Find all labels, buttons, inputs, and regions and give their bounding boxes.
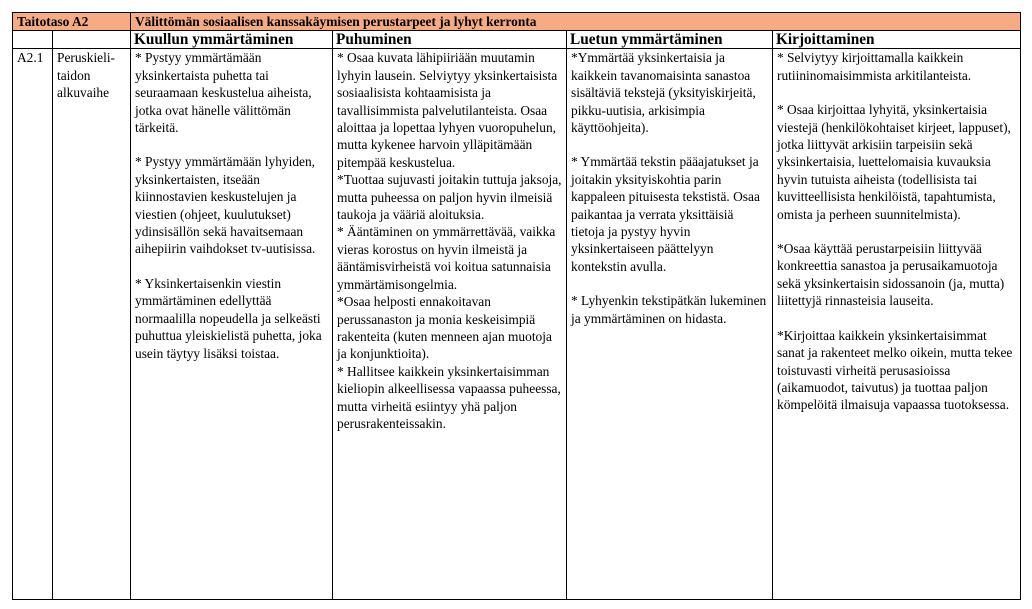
descriptor-paragraph: * Pystyy ymmärtämään lyhyiden, yksinkertaisten, itseään kiinnostavien keskustelujen ja viestien (ohjeet, kuulutukset) ydinsisällön sekä havaitsemaan aihepiirin vaihdokset tv-uutisissa. bbox=[135, 154, 316, 257]
skill-speaking-header: Puhuminen bbox=[333, 31, 567, 49]
writing-descriptor bbox=[773, 49, 1021, 600]
listening-descriptor bbox=[131, 49, 333, 600]
level-name-line: alkuvaihe bbox=[57, 85, 110, 101]
level-title: Taitotaso A2 bbox=[13, 13, 131, 31]
descriptor-paragraph: *Osaa käyttää perustarpeisiin liittyvää konkreettia sanastoa ja perusaikamuotoja sekä yksinkertaisin sidossanoin (ja, mutta) liitettyjä rinnasteisia lauseita. bbox=[777, 241, 1005, 309]
empty-cell bbox=[13, 31, 53, 49]
descriptor-paragraph: * Ymmärtää tekstin pääajatukset ja joitakin yksityiskohtia parin kappaleen pituisesta tekstistä. Osaa paikantaa ja verrata yksittäisiä tietoja ja pystyy hyvin yksinkertaiseen päättelyyn kontekstin avulla. bbox=[571, 154, 760, 274]
descriptor-paragraph: *Osaa helposti ennakoitavan perussanaston ja monia keskeisimpiä rakenteita (kuten menneen ajan muotoja ja konjunktioita). bbox=[337, 294, 552, 362]
empty-cell bbox=[53, 31, 131, 49]
proficiency-table bbox=[12, 12, 1021, 600]
descriptor-paragraph: * Osaa kirjoittaa lyhyitä, yksinkertaisia viestejä (henkilökohtaiset kirjeet, lappuset), jotka liittyvät arkisiin tarpeisiin sekä yksinkertaisia, luettelomaisia kuvauksia hyvin tutuista aiheista (todellisista tai kuvitteellisista henkilöistä, tapahtumista, omista ja perheen suunnitelmista). bbox=[777, 102, 1011, 222]
skills-header-row bbox=[13, 31, 1021, 49]
descriptor-paragraph: *Ymmärtää yksinkertaisia ja kaikkein tavanomaisinta sanastoa sisältäviä tekstejä (yksityiskirjeitä, pikku-uutisia, arkisimpia käyttöohjeita). bbox=[571, 50, 756, 136]
descriptor-paragraph: * Pystyy ymmärtämään yksinkertaista puhetta tai seuraamaan keskustelua aiheista, jotka ovat hänelle välittömän tärkeitä. bbox=[135, 50, 312, 136]
level-name-line: taidon bbox=[57, 67, 91, 83]
reading-descriptor bbox=[567, 49, 773, 600]
level-name bbox=[53, 49, 131, 600]
skill-listening-header: Kuullun ymmärtäminen bbox=[131, 31, 333, 49]
skill-writing-header: Kirjoittaminen bbox=[773, 31, 1021, 49]
descriptor-paragraph: * Osaa kuvata lähipiiriään muutamin lyhyin lausein. Selviytyy yksinkertaisista sosiaalisista kohtaamisista ja tavallisimmista palvelutilanteista. Osaa aloittaa ja lopettaa lyhyen vuoropuhelun, mutta kykenee harvoin ylläpitämään pitempää keskustelua. bbox=[337, 50, 558, 170]
descriptor-paragraph: *Tuottaa sujuvasti joitakin tuttuja jaksoja, mutta puheessa on paljon hyvin ilmeisiä taukoja ja vääriä aloituksia. bbox=[337, 172, 562, 223]
table-header-row bbox=[13, 13, 1021, 31]
category-title: Välittömän sosiaalisen kanssakäymisen perustarpeet ja lyhyt kerronta bbox=[131, 13, 1021, 31]
descriptor-paragraph: * Lyhyenkin tekstipätkän lukeminen ja ymmärtäminen on hidasta. bbox=[571, 293, 767, 326]
descriptor-paragraph: *Kirjoittaa kaikkein yksinkertaisimmat sanat ja rakenteet melko oikein, mutta tekee toistuvasti virheitä perusasioissa (aikamuodot, taivutus) ja tuottaa paljon kömpelöitä ilmaisuja vapaassa tuotoksessa. bbox=[777, 327, 1013, 413]
skill-reading-header: Luetun ymmärtäminen bbox=[567, 31, 773, 49]
speaking-descriptor bbox=[333, 49, 567, 600]
table-row bbox=[13, 49, 1021, 600]
level-name-line: Peruskieli- bbox=[57, 50, 116, 66]
descriptor-paragraph: * Yksinkertaisenkin viestin ymmärtäminen edellyttää normaalilla nopeudella ja selkeästi puhuttua yleiskielistä puhetta, joka usein täytyy lisäksi toistaa. bbox=[135, 275, 322, 361]
level-code: A2.1 bbox=[13, 49, 53, 600]
descriptor-paragraph: * Selviytyy kirjoittamalla kaikkein rutiininomaisimmista arkitilanteista. bbox=[777, 50, 972, 83]
descriptor-paragraph: * Hallitsee kaikkein yksinkertaisimman kieliopin alkeellisessa vapaassa puheessa, mutta virheitä esiintyy yhä paljon perusrakenteissakin. bbox=[337, 363, 561, 431]
descriptor-paragraph: * Ääntäminen on ymmärrettävää, vaikka vieras korostus on hyvin ilmeistä ja ääntämisvirheistä voi koitua satunnaisia ymmärtämisongelmia. bbox=[337, 224, 556, 292]
